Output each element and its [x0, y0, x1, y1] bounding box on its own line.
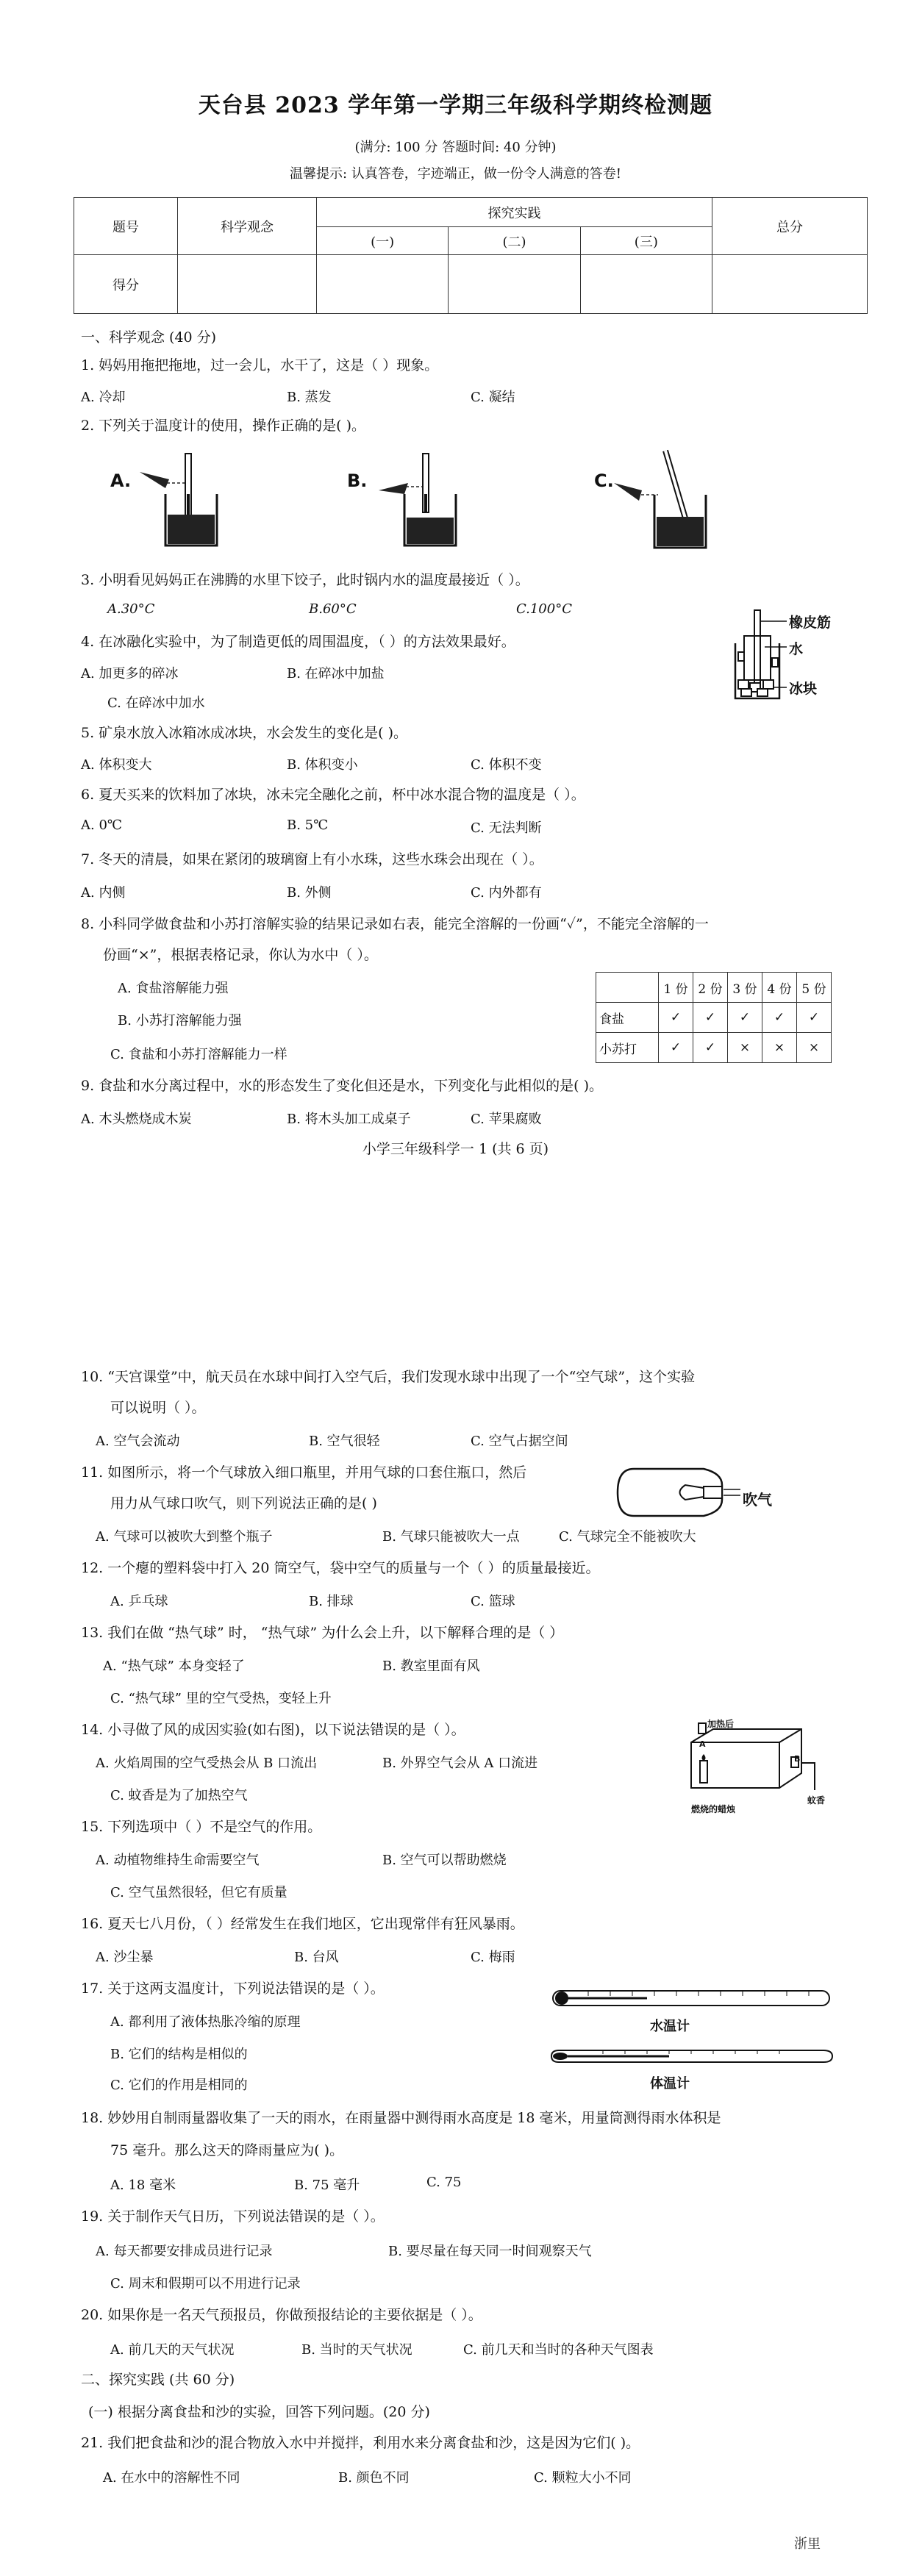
- q3-option-b[interactable]: B.60°C: [309, 601, 357, 617]
- q15-option-b[interactable]: B. 空气可以帮助燃烧: [382, 1853, 507, 1868]
- q8-text-line2: 份画“×”，根据表格记录，你认为水中（ ）。: [103, 947, 378, 963]
- dissolve-header-3: 3 份: [728, 973, 762, 1003]
- beaker-c-figure: [614, 445, 717, 555]
- q8-option-b[interactable]: B. 小苏打溶解能力强: [118, 1013, 242, 1028]
- dissolve-cell: ✓: [762, 1003, 797, 1033]
- q9-option-b[interactable]: B. 将木头加工成桌子: [287, 1112, 411, 1127]
- score-cell-sub2[interactable]: [449, 255, 580, 314]
- score-cell-total[interactable]: [712, 255, 868, 314]
- q14-option-c[interactable]: C. 蚊香是为了加热空气: [110, 1788, 248, 1803]
- q8-text-line1: 8. 小科同学做食盐和小苏打溶解实验的结果记录如右表，能完全溶解的一份画“✓”，不能完全溶解的一: [81, 916, 709, 932]
- q7-option-b[interactable]: B. 外侧: [287, 885, 332, 901]
- q17-option-a[interactable]: A. 都利用了液体热胀冷缩的原理: [110, 2014, 301, 2030]
- q20-option-a[interactable]: A. 前几天的天气状况: [110, 2342, 235, 2358]
- q2-label-a: A.: [110, 471, 132, 491]
- col-number: 题号: [74, 198, 178, 255]
- section-heading-concept: 一、科学观念 (40 分): [81, 329, 217, 346]
- q13-option-c[interactable]: C. “热气球” 里的空气受热，变轻上升: [110, 1691, 332, 1706]
- dissolve-row-soda-label: 小苏打: [596, 1033, 659, 1063]
- col-practice: 探究实践: [317, 198, 712, 227]
- q20-option-c[interactable]: C. 前几天和当时的各种天气图表: [463, 2342, 654, 2358]
- dissolve-header-5: 5 份: [797, 973, 832, 1003]
- q18-text-line2: 75 毫升。那么这天的降雨量应为( )。: [110, 2142, 344, 2158]
- q19-text: 19. 关于制作天气日历，下列说法错误的是（ ）。: [81, 2208, 385, 2225]
- q2-label-c: C.: [594, 471, 614, 491]
- dissolve-cell: ✓: [728, 1003, 762, 1033]
- bottle-figure-label: 吹气: [743, 1491, 772, 1509]
- dissolve-cell: ✓: [659, 1033, 693, 1063]
- q21-option-c[interactable]: C. 颗粒大小不同: [534, 2470, 632, 2486]
- dissolve-cell: ✓: [693, 1033, 728, 1063]
- beaker-a-figure: [132, 450, 228, 553]
- q13-option-a[interactable]: A. “热气球” 本身变轻了: [103, 1659, 245, 1674]
- dissolve-cell: ×: [728, 1033, 762, 1063]
- q3-option-a[interactable]: A.30°C: [107, 601, 155, 617]
- wind-box-figure: [684, 1720, 831, 1801]
- q10-option-b[interactable]: B. 空气很轻: [309, 1434, 380, 1449]
- q19-option-c[interactable]: C. 周末和假期可以不用进行记录: [110, 2276, 301, 2291]
- col-sub2: (二): [449, 227, 580, 255]
- q12-option-b[interactable]: B. 排球: [309, 1594, 354, 1609]
- q2-label-b: B.: [347, 471, 368, 491]
- q6-option-a[interactable]: A. 0℃: [81, 817, 123, 833]
- page-title: 天台县 2023 学年第一学期三年级科学期终检测题: [198, 93, 713, 118]
- q18-option-b[interactable]: B. 75 毫升: [294, 2178, 360, 2193]
- corner-watermark: 浙里: [794, 2536, 821, 2552]
- q1-option-b[interactable]: B. 蒸发: [287, 390, 332, 405]
- q15-text: 15. 下列选项中（ ）不是空气的作用。: [81, 1819, 322, 1835]
- beaker-b-figure: [371, 450, 467, 553]
- score-cell-sub1[interactable]: [317, 255, 449, 314]
- q12-text: 12. 一个瘪的塑料袋中打入 20 筒空气，袋中空气的质量与一个（ ）的质量最接近。: [81, 1560, 600, 1576]
- q12-option-c[interactable]: C. 篮球: [471, 1594, 515, 1609]
- body-thermometer-label: 体温计: [650, 2076, 690, 2092]
- bottle-balloon-figure: [612, 1463, 744, 1522]
- q1-option-c[interactable]: C. 凝结: [471, 390, 515, 405]
- score-cell-sub3[interactable]: [580, 255, 712, 314]
- water-thermometer-figure: [544, 1985, 838, 2011]
- q19-option-b[interactable]: B. 要尽量在每天同一时间观察天气: [388, 2244, 592, 2259]
- q1-option-a[interactable]: A. 冷却: [81, 390, 126, 405]
- dissolve-cell: ✓: [693, 1003, 728, 1033]
- q3-text: 3. 小明看见妈妈正在沸腾的水里下饺子，此时锅内水的温度最接近（ ）。: [81, 572, 529, 588]
- q18-option-a[interactable]: A. 18 毫米: [110, 2178, 176, 2193]
- wind-figure-label-top: 加热后: [707, 1719, 735, 1729]
- q5-option-a[interactable]: A. 体积变大: [81, 757, 152, 773]
- q4-option-b[interactable]: B. 在碎冰中加盐: [287, 666, 385, 681]
- q17-option-b[interactable]: B. 它们的结构是相似的: [110, 2047, 248, 2062]
- q10-option-a[interactable]: A. 空气会流动: [96, 1434, 180, 1449]
- col-sub1: (一): [317, 227, 449, 255]
- q10-option-c[interactable]: C. 空气占据空间: [471, 1434, 568, 1449]
- q4-option-a[interactable]: A. 加更多的碎冰: [81, 666, 179, 681]
- dissolve-header-1: 1 份: [659, 973, 693, 1003]
- q7-text: 7. 冬天的清晨，如果在紧闭的玻璃窗上有小水珠，这些水珠会出现在（ ）。: [81, 851, 543, 867]
- exam-meta: (满分: 100 分 答题时间: 40 分钟): [354, 140, 557, 155]
- q11-text-line1: 11. 如图所示，将一个气球放入细口瓶里，并用气球的口套住瓶口，然后: [81, 1464, 527, 1481]
- q14-text: 14. 小寻做了风的成因实验(如右图)，以下说法错误的是（ ）。: [81, 1722, 465, 1738]
- q3-option-c[interactable]: C.100°C: [516, 601, 572, 617]
- section-practice-part1: (一) 根据分离食盐和沙的实验，回答下列问题。(20 分): [88, 2404, 430, 2420]
- q11-option-c[interactable]: C. 气球完全不能被吹大: [559, 1529, 696, 1545]
- dissolve-header-2: 2 份: [693, 973, 728, 1003]
- col-concept: 科学观念: [178, 198, 317, 255]
- score-cell-concept[interactable]: [178, 255, 317, 314]
- dissolve-row-salt-label: 食盐: [596, 1003, 659, 1033]
- wind-figure-label-b: B: [794, 1754, 801, 1764]
- section-heading-practice: 二、探究实践 (共 60 分): [81, 2372, 235, 2388]
- q8-option-a[interactable]: A. 食盐溶解能力强: [118, 981, 229, 996]
- q14-option-b[interactable]: B. 外界空气会从 A 口流进: [382, 1756, 538, 1771]
- q17-option-c[interactable]: C. 它们的作用是相同的: [110, 2078, 248, 2093]
- dissolve-results-table: [596, 972, 832, 1063]
- q7-option-c[interactable]: C. 内外都有: [471, 885, 542, 901]
- q5-text: 5. 矿泉水放入冰箱冰成冰块，水会发生的变化是( )。: [81, 725, 408, 741]
- q6-option-c[interactable]: C. 无法判断: [471, 820, 542, 836]
- q9-option-a[interactable]: A. 木头燃烧成木炭: [81, 1112, 192, 1127]
- dissolve-header-blank: [596, 973, 659, 1003]
- col-sub3: (三): [580, 227, 712, 255]
- dissolve-cell: ✓: [797, 1003, 832, 1033]
- q20-text: 20. 如果你是一名天气预报员，你做预报结论的主要依据是（ ）。: [81, 2307, 482, 2323]
- wind-figure-label-right: 蚊香: [807, 1795, 826, 1806]
- q10-text-line1: 10. “天宫课堂”中，航天员在水球中间打入空气后，我们发现水球中出现了一个“空气球”，这个实验: [81, 1369, 696, 1385]
- q21-text: 21. 我们把食盐和沙的混合物放入水中并搅拌，利用水来分离食盐和沙，这是因为它们( )。: [81, 2435, 640, 2451]
- wind-figure-label-a: A: [699, 1739, 706, 1749]
- q6-option-b[interactable]: B. 5℃: [287, 817, 329, 833]
- q9-text: 9. 食盐和水分离过程中，水的形态发生了变化但还是水，下列变化与此相似的是( )。: [81, 1078, 604, 1094]
- q15-option-a[interactable]: A. 动植物维持生命需要空气: [96, 1853, 260, 1868]
- q20-option-b[interactable]: B. 当时的天气状况: [301, 2342, 412, 2358]
- dissolve-cell: ✓: [659, 1003, 693, 1033]
- q11-text-line2: 用力从气球口吹气，则下列说法正确的是( ): [110, 1495, 377, 1511]
- q5-option-b[interactable]: B. 体积变小: [287, 757, 358, 773]
- q8-option-c[interactable]: C. 食盐和小苏打溶解能力一样: [110, 1047, 287, 1062]
- dissolve-cell: ×: [762, 1033, 797, 1063]
- q11-option-b[interactable]: B. 气球只能被吹大一点: [382, 1529, 520, 1545]
- q4-text: 4. 在冰融化实验中，为了制造更低的周围温度，（ ）的方法效果最好。: [81, 634, 515, 650]
- ice-figure-label-water: 水: [789, 641, 804, 657]
- page-footer: 小学三年级科学一 1 (共 6 页): [362, 1141, 549, 1157]
- q1-text: 1. 妈妈用拖把拖地，过一会儿，水干了，这是（ ）现象。: [81, 357, 439, 373]
- q13-text: 13. 我们在做 “热气球” 时， “热气球” 为什么会上升，以下解释合理的是（ ）: [81, 1625, 564, 1641]
- q21-option-a[interactable]: A. 在水中的溶解性不同: [103, 2470, 240, 2486]
- q15-option-c[interactable]: C. 空气虽然很轻，但它有质量: [110, 1885, 287, 1900]
- ice-figure-label-band: 橡皮筋: [789, 615, 832, 631]
- dissolve-header-4: 4 份: [762, 973, 797, 1003]
- wind-figure-label-bottom: 燃烧的蜡烛: [691, 1804, 736, 1814]
- dissolve-cell: ×: [797, 1033, 832, 1063]
- q16-text: 16. 夏天七八月份，（ ）经常发生在我们地区，它出现常伴有狂风暴雨。: [81, 1916, 524, 1932]
- water-thermometer-label: 水温计: [650, 2019, 690, 2034]
- col-total: 总分: [712, 198, 868, 255]
- q21-option-b[interactable]: B. 颜色不同: [338, 2470, 410, 2486]
- row-score-label: 得分: [74, 255, 178, 314]
- q19-option-a[interactable]: A. 每天都要安排成员进行记录: [96, 2244, 273, 2259]
- q6-text: 6. 夏天买来的饮料加了冰块，冰未完全融化之前，杯中冰水混合物的温度是（ ）。: [81, 787, 585, 803]
- q7-option-a[interactable]: A. 内侧: [81, 885, 126, 901]
- q16-option-b[interactable]: B. 台风: [294, 1950, 339, 1965]
- q16-option-a[interactable]: A. 沙尘暴: [96, 1950, 154, 1965]
- q2-text: 2. 下列关于温度计的使用，操作正确的是( )。: [81, 418, 366, 434]
- q18-text-line1: 18. 妙妙用自制雨量器收集了一天的雨水，在雨量器中测得雨水高度是 18 毫米，用量筒测得雨水体积是: [81, 2110, 721, 2126]
- q12-option-a[interactable]: A. 乒乓球: [110, 1594, 168, 1609]
- score-table: [74, 197, 868, 314]
- body-thermometer-figure: [544, 2044, 838, 2069]
- q17-text: 17. 关于这两支温度计，下列说法错误的是（ ）。: [81, 1981, 385, 1997]
- exam-tip: 温馨提示: 认真答卷，字迹端正，做一份令人满意的答卷!: [289, 166, 622, 182]
- ice-figure-label-ice: 冰块: [789, 681, 818, 697]
- q16-option-c[interactable]: C. 梅雨: [471, 1950, 515, 1965]
- q11-option-a[interactable]: A. 气球可以被吹大到整个瓶子: [96, 1529, 273, 1545]
- q13-option-b[interactable]: B. 教室里面有风: [382, 1659, 480, 1674]
- q18-option-c[interactable]: C. 75: [426, 2175, 462, 2190]
- q5-option-c[interactable]: C. 体积不变: [471, 757, 542, 773]
- q10-text-line2: 可以说明（ ）。: [110, 1400, 206, 1416]
- q14-option-a[interactable]: A. 火焰周围的空气受热会从 B 口流出: [96, 1756, 318, 1771]
- q9-option-c[interactable]: C. 苹果腐败: [471, 1112, 542, 1127]
- q4-option-c[interactable]: C. 在碎冰中加水: [107, 695, 205, 711]
